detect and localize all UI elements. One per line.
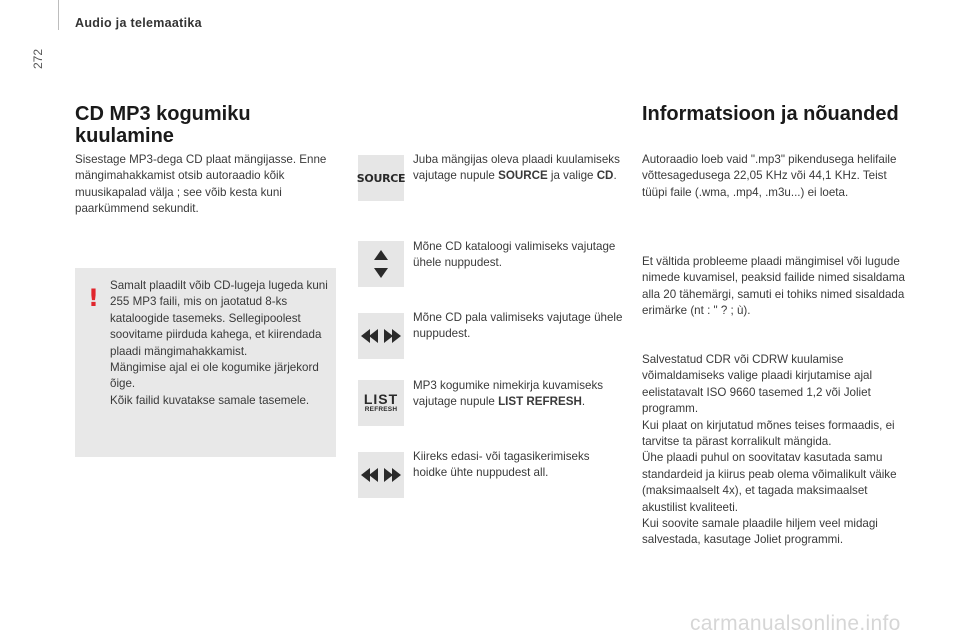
control-description-folder: Mõne CD kataloogi valimiseks vajutage ühele nuppudest. (413, 240, 616, 270)
header-divider (58, 0, 59, 30)
info-paragraph-1: Autoraadio loeb vaid ".mp3" pikendusega helifaile võttesagedusega 22,05 KHz või 44,1 KHz. Teist tüüpi faile (.wma, .mp4, .m3u...) ei loeta. (642, 153, 897, 199)
source-button-icon (358, 155, 404, 201)
info-paragraph-2: Et vältida probleeme plaadi mängimisel või lugude nimede kuvamisel, peaksid failide nimed sisaldama alla 20 tähemärgi, samuti ei tohiks nimed sisaldada erimärke (nt : " ? ; ù). (642, 255, 905, 318)
info-paragraph-3: Salvestatud CDR või CDRW kuulamise võimaldamiseks valige plaadi kirjutamise ajal eelistatavalt ISO 9660 tasemed 1,2 või Joliet programm. Kui plaat on kirjutatud mõnes teises formaadis, ei tarvitse ta pärast korralikult mängida. Ühe plaadi puhul on soovitatav kasutada samu standardeid ja kiirus peab olema võimalikult väike (maksimaalselt 4x), et tagada maksimaalset akustilist kvaliteeti. Kui soovite samale plaadile hiljem veel midagi salvestada, kasutage Joliet programmi. (642, 353, 897, 547)
section-header: Audio ja telemaatika (75, 16, 202, 30)
seek-arrows-svg (361, 328, 401, 344)
list-refresh-button-icon: LIST REFRESH (358, 380, 404, 426)
control-description-track: Mõne CD pala valimiseks vajutage ühele nuppudest. (413, 311, 623, 341)
page-number: 272 (31, 48, 45, 70)
control-description-list: MP3 kogumike nimekirja kuvamiseks vajutage nupule LIST REFRESH. (413, 379, 604, 409)
control-description-fast-seek: Kiireks edasi- või tagasikerimiseks hoidke ühte nuppudest all. (413, 450, 590, 480)
up-down-arrows-svg (371, 248, 391, 280)
seek-arrows-icon (358, 452, 404, 498)
right-section-title: Informatsioon ja nõuanded (642, 103, 899, 125)
warning-icon: ! (88, 284, 99, 312)
source-icon-label: SOURCE (356, 171, 406, 185)
left-section-title: CD MP3 kogumiku kuulamine (75, 103, 251, 147)
control-description-source: Juba mängijas oleva plaadi kuulamiseks vajutage nupule SOURCE ja valige CD. (413, 153, 620, 183)
seek-arrows-icon (358, 313, 404, 359)
note-text: Samalt plaadilt võib CD-lugeja lugeda kuni 255 MP3 faili, mis on jaotatud 8-ks kataloogide tasemeks. Sellegipoolest soovitame piirduda kahega, et kiirendada plaadi mängimahakkamist. Mängimise ajal ei ole kogumike järjekord õige. Kõik failid kuvatakse samale tasemele. (110, 279, 328, 407)
intro-paragraph: Sisestage MP3-dega CD plaat mängijasse. Enne mängimahakkamist otsib autoraadio kõik muusikapalad välja ; see võib kesta kuni paarkümmend sekundit. (75, 153, 327, 216)
watermark: carmanualsonline.info (690, 612, 901, 635)
seek-arrows-svg (361, 467, 401, 483)
up-down-arrows-icon (358, 241, 404, 287)
